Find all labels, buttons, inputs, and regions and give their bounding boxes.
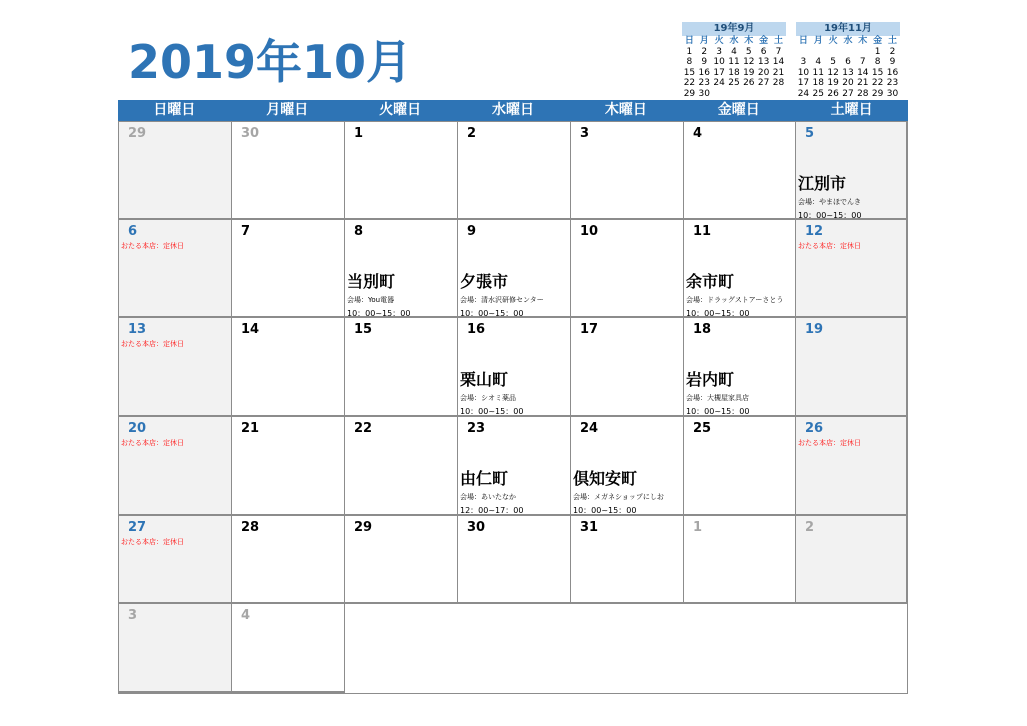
mini-day: 11 — [812, 67, 824, 78]
calendar-grid — [118, 121, 908, 694]
mini-day: 29 — [871, 88, 884, 99]
day-number: 6 — [128, 224, 138, 239]
day-cell[interactable] — [119, 604, 232, 693]
page-title: 2019年10月 — [128, 35, 413, 89]
mini-week-row — [796, 57, 900, 68]
day-cell[interactable] — [458, 417, 571, 516]
mini-day: 4 — [731, 46, 737, 57]
day-number: 18 — [693, 322, 712, 337]
day-number: 19 — [805, 322, 824, 337]
event-town: 江別市 — [798, 174, 847, 193]
event-town: 余市町 — [686, 272, 735, 291]
weekday-label: 土曜日 — [830, 102, 873, 118]
mini-day: 7 — [859, 57, 866, 67]
day-cell[interactable] — [345, 122, 458, 220]
mini-calendar-table — [682, 36, 786, 99]
day-cell[interactable] — [458, 122, 571, 220]
mini-day: 22 — [683, 78, 696, 88]
day-cell[interactable] — [232, 122, 345, 220]
mini-day: 15 — [683, 67, 696, 78]
mini-week-row — [682, 68, 786, 79]
weekday-label: 木曜日 — [604, 102, 647, 118]
day-cell[interactable] — [232, 516, 345, 604]
mini-calendar-previous-month — [682, 22, 786, 99]
event-venue: 会場：You電器 — [347, 296, 395, 304]
day-number: 4 — [693, 126, 703, 141]
day-cell[interactable] — [796, 318, 907, 417]
day-cell[interactable] — [119, 417, 232, 516]
day-cell[interactable] — [571, 220, 684, 318]
mini-day: 1 — [874, 46, 881, 57]
day-number: 28 — [241, 520, 260, 535]
mini-day: 5 — [830, 57, 836, 67]
day-cell[interactable] — [232, 417, 345, 516]
mini-day: 23 — [698, 78, 710, 88]
store-closed-note: おたる本店：定休日 — [121, 439, 184, 447]
event-town: 栗山町 — [460, 370, 509, 389]
day-cell[interactable] — [796, 417, 907, 516]
mini-day: 3 — [800, 57, 807, 67]
mini-day: 6 — [760, 46, 767, 57]
store-closed-note: おたる本店：定休日 — [121, 242, 184, 250]
event-venue: 会場：ドラッグストアーさとう — [686, 296, 784, 304]
day-number: 1 — [693, 520, 703, 535]
event-time: 10：00~15：00 — [686, 309, 750, 318]
mini-day: 6 — [845, 57, 851, 67]
day-cell[interactable] — [345, 516, 458, 604]
mini-weekday-label: 金 — [759, 36, 769, 46]
event-time: 10：00~15：00 — [460, 309, 524, 318]
day-cell[interactable] — [571, 122, 684, 220]
mini-day: 18 — [812, 78, 824, 88]
event-time: 10：00~15：00 — [347, 309, 411, 318]
event-venue: 会場：大槻屋家具店 — [686, 394, 749, 402]
day-number: 29 — [128, 126, 147, 141]
day-number: 8 — [354, 224, 364, 239]
mini-day: 8 — [874, 57, 881, 67]
day-number: 22 — [354, 421, 373, 436]
event-venue: 会場：清水沢研修センター — [460, 296, 544, 304]
day-cell[interactable] — [345, 318, 458, 417]
store-closed-note: おたる本店：定休日 — [798, 439, 861, 447]
mini-day — [826, 47, 841, 58]
mini-day: 7 — [775, 46, 782, 57]
day-cell[interactable] — [345, 220, 458, 318]
mini-day: 29 — [683, 88, 696, 99]
day-number: 11 — [693, 224, 712, 239]
mini-day: 17 — [797, 78, 810, 88]
event-town: 倶知安町 — [573, 469, 638, 488]
mini-day: 24 — [797, 88, 810, 99]
mini-day: 4 — [815, 57, 822, 67]
mini-day: 9 — [889, 57, 896, 67]
day-cell[interactable] — [119, 516, 232, 604]
weekday-header — [118, 100, 908, 121]
day-number: 29 — [354, 520, 373, 535]
mini-day: 21 — [772, 67, 785, 78]
mini-day: 16 — [698, 67, 710, 78]
mini-weekday-label: 木 — [858, 36, 868, 46]
event-time: 10：00~15：00 — [573, 506, 637, 515]
mini-weekday-label: 日 — [684, 36, 694, 46]
day-number: 14 — [241, 322, 260, 337]
day-number: 10 — [580, 224, 599, 239]
mini-calendar-table — [796, 36, 900, 99]
store-closed-note: おたる本店：定休日 — [798, 242, 861, 250]
mini-day: 30 — [698, 88, 710, 99]
mini-day: 17 — [713, 67, 725, 78]
day-cell[interactable] — [796, 122, 907, 220]
mini-week-row — [796, 78, 900, 89]
mini-weekday-label: 火 — [714, 36, 724, 46]
day-cell[interactable] — [119, 318, 232, 417]
day-number: 3 — [580, 126, 590, 141]
mini-day: 14 — [857, 67, 869, 78]
mini-weekday-row — [796, 36, 900, 47]
mini-day — [756, 89, 771, 100]
mini-day: 22 — [871, 78, 884, 88]
mini-day: 20 — [757, 67, 770, 78]
event-venue: 会場：シオミ薬品 — [460, 394, 516, 402]
mini-week-row — [796, 68, 900, 79]
weekday-label: 月曜日 — [266, 102, 309, 118]
mini-day: 9 — [701, 57, 708, 67]
day-cell[interactable] — [684, 417, 796, 516]
mini-day: 19 — [827, 78, 839, 88]
mini-week-row — [682, 57, 786, 68]
event-time: 12：00~17：00 — [460, 506, 524, 515]
mini-day: 27 — [842, 88, 854, 99]
mini-day — [727, 89, 742, 100]
day-number: 15 — [354, 322, 373, 337]
day-number: 7 — [241, 224, 251, 239]
day-number: 25 — [693, 421, 712, 436]
empty-area — [345, 604, 907, 693]
weekday-label: 金曜日 — [717, 102, 760, 118]
store-closed-note: おたる本店：定休日 — [121, 340, 184, 348]
day-number: 5 — [805, 126, 815, 141]
mini-week-row — [682, 47, 786, 58]
day-number: 4 — [241, 608, 251, 623]
mini-day: 26 — [743, 78, 755, 88]
mini-day: 27 — [757, 78, 770, 88]
day-number: 26 — [805, 421, 824, 436]
mini-weekday-label: 木 — [744, 36, 754, 46]
store-closed-note: おたる本店：定休日 — [121, 538, 184, 546]
mini-weekday-label: 日 — [798, 36, 808, 46]
day-number: 27 — [128, 520, 147, 535]
mini-day: 28 — [857, 88, 869, 99]
day-number: 21 — [241, 421, 260, 436]
event-time: 10：00~15：00 — [686, 407, 750, 416]
mini-weekday-label: 土 — [774, 36, 784, 46]
mini-day — [712, 89, 727, 100]
mini-week-row — [796, 47, 900, 58]
mini-day — [811, 47, 826, 58]
day-number: 23 — [467, 421, 486, 436]
mini-day — [741, 89, 756, 100]
mini-day: 2 — [889, 46, 896, 57]
event-town: 当別町 — [347, 272, 396, 291]
mini-day: 20 — [842, 78, 854, 88]
day-cell[interactable] — [458, 220, 571, 318]
event-venue: 会場：やまほでんき — [798, 198, 861, 206]
mini-week-row — [682, 78, 786, 89]
day-number: 3 — [128, 608, 138, 623]
day-cell[interactable] — [571, 417, 684, 516]
mini-day: 15 — [871, 67, 884, 78]
mini-day: 24 — [713, 78, 725, 88]
mini-day: 5 — [745, 46, 752, 57]
mini-day — [841, 47, 856, 58]
weekday-label: 日曜日 — [153, 102, 196, 118]
mini-weekday-label: 金 — [873, 36, 883, 46]
day-number: 31 — [580, 520, 599, 535]
mini-day: 12 — [827, 67, 839, 78]
day-cell[interactable] — [571, 318, 684, 417]
day-cell[interactable] — [232, 220, 345, 318]
mini-day: 13 — [757, 57, 770, 67]
event-venue: 会場：あいたなか — [460, 493, 516, 501]
mini-day: 2 — [701, 46, 708, 57]
day-cell[interactable] — [571, 516, 684, 604]
day-cell[interactable] — [458, 516, 571, 604]
day-number: 30 — [241, 126, 260, 141]
mini-day: 14 — [772, 57, 785, 67]
weekday-label: 水曜日 — [492, 102, 534, 118]
event-town: 由仁町 — [460, 469, 509, 488]
mini-day: 25 — [812, 88, 824, 99]
day-number: 17 — [580, 322, 599, 337]
mini-day: 12 — [743, 57, 755, 67]
mini-day: 19 — [743, 67, 755, 78]
weekday-label: 火曜日 — [379, 102, 422, 118]
mini-day: 28 — [772, 78, 785, 88]
mini-day: 30 — [886, 88, 899, 99]
event-time: 10：00~15：00 — [460, 407, 524, 416]
event-venue: 会場：メガネショップにしお — [573, 493, 664, 501]
event-town: 夕張市 — [460, 272, 509, 291]
mini-weekday-label: 火 — [828, 36, 838, 46]
day-number: 2 — [467, 126, 477, 141]
mini-day: 13 — [842, 67, 854, 78]
mini-day — [855, 47, 870, 58]
mini-weekday-label: 月 — [699, 36, 709, 46]
day-number: 13 — [128, 322, 147, 337]
mini-day: 25 — [728, 78, 740, 88]
day-number: 2 — [805, 520, 815, 535]
day-cell[interactable] — [119, 122, 232, 220]
mini-weekday-label: 土 — [888, 36, 898, 46]
mini-day: 21 — [857, 78, 869, 88]
mini-week-row — [796, 89, 900, 100]
mini-day: 10 — [797, 67, 810, 78]
day-number: 1 — [354, 126, 364, 141]
event-time: 10：00~15：00 — [798, 211, 862, 220]
day-cell[interactable] — [232, 318, 345, 417]
mini-weekday-label: 月 — [813, 36, 823, 46]
day-cell[interactable] — [345, 417, 458, 516]
mini-day: 23 — [886, 78, 899, 88]
mini-weekday-row — [682, 36, 786, 47]
mini-day: 16 — [886, 67, 899, 78]
mini-day: 18 — [728, 67, 740, 78]
day-number: 30 — [467, 520, 486, 535]
mini-calendar-title: 19年9月 — [682, 22, 786, 36]
day-number: 16 — [467, 322, 486, 337]
day-cell[interactable] — [232, 604, 345, 693]
mini-day: 8 — [686, 57, 693, 67]
mini-weekday-label: 水 — [843, 36, 853, 46]
day-number: 9 — [467, 224, 477, 239]
day-cell[interactable] — [796, 220, 907, 318]
day-cell[interactable] — [684, 318, 796, 417]
day-number: 24 — [580, 421, 599, 436]
mini-week-row — [682, 89, 786, 100]
mini-day: 26 — [827, 88, 839, 99]
mini-day: 11 — [728, 57, 740, 67]
mini-weekday-label: 水 — [729, 36, 739, 46]
mini-calendar-title: 19年11月 — [796, 22, 900, 36]
mini-calendar-next-month — [796, 22, 900, 99]
day-cell[interactable] — [684, 122, 796, 220]
mini-day: 3 — [716, 46, 722, 57]
day-number: 20 — [128, 421, 147, 436]
event-town: 岩内町 — [686, 370, 735, 389]
mini-day: 10 — [713, 57, 725, 67]
mini-day — [771, 89, 786, 100]
mini-day — [796, 47, 811, 58]
day-cell[interactable] — [119, 220, 232, 318]
day-cell[interactable] — [796, 516, 907, 604]
day-cell[interactable] — [684, 516, 796, 604]
day-number: 12 — [805, 224, 824, 239]
day-cell[interactable] — [684, 220, 796, 318]
day-cell[interactable] — [458, 318, 571, 417]
mini-day: 1 — [686, 46, 693, 57]
